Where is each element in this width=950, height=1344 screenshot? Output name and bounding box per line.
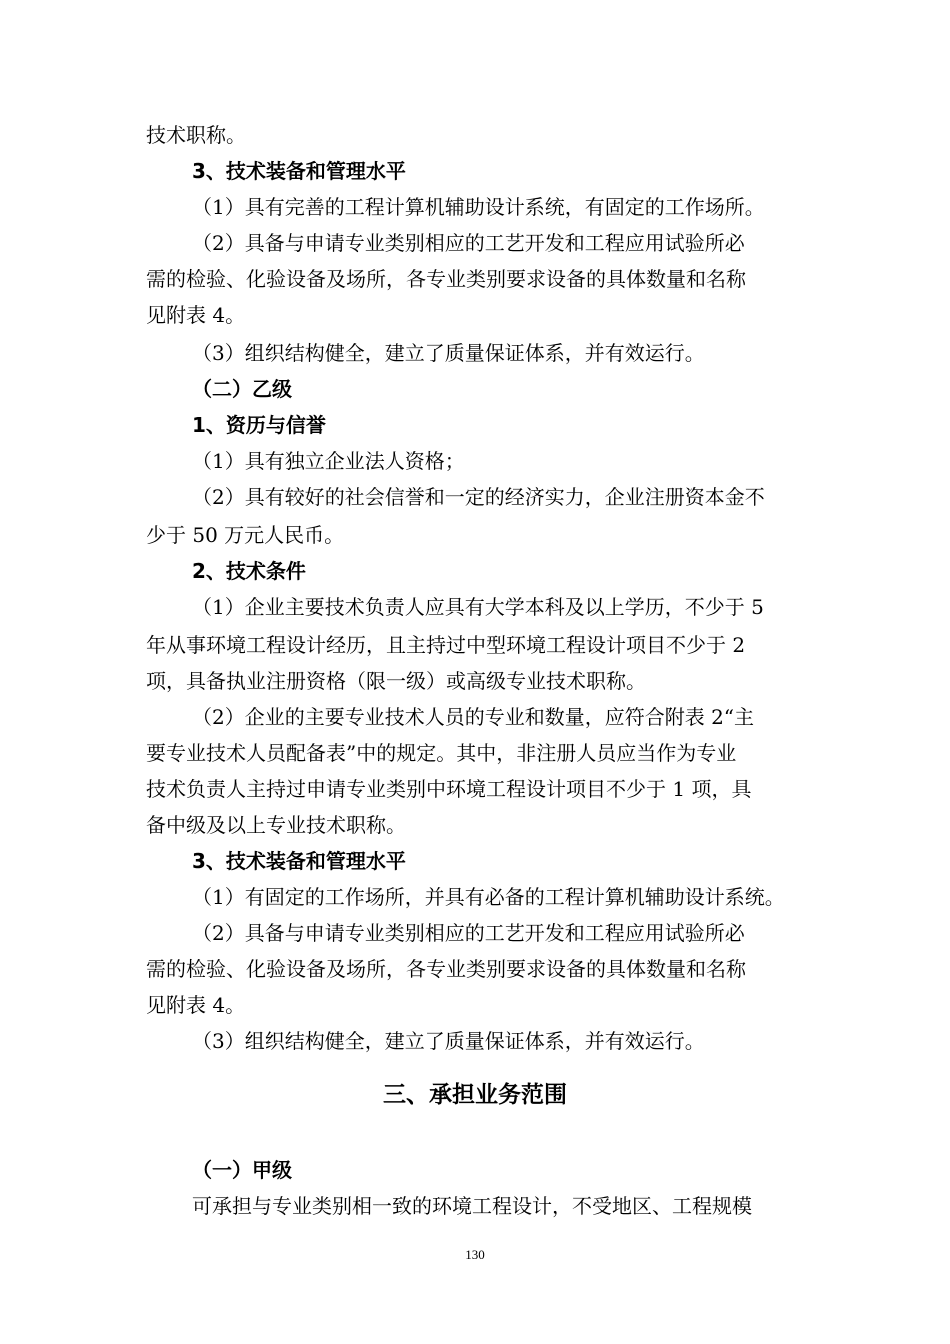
text-line: 少于 50 万元人民币。: [146, 523, 345, 547]
text-line: 项，具备执业注册资格（限一级）或高级专业技术职称。: [146, 669, 646, 693]
text-line: （2）具有较好的社会信誉和一定的经济实力，企业注册资本金不: [192, 485, 765, 509]
text-line: 需的检验、化验设备及场所，各专业类别要求设备的具体数量和名称: [146, 957, 746, 981]
text-line: 要专业技术人员配备表”中的规定。其中，非注册人员应当作为专业: [146, 741, 737, 765]
text-line: 见附表 4。: [146, 993, 246, 1017]
text-line: 备中级及以上专业技术职称。: [146, 813, 406, 837]
grade-heading: （二）乙级: [192, 377, 292, 401]
subsection-heading: 2、技术条件: [192, 559, 306, 583]
text-line: （2）具备与申请专业类别相应的工艺开发和工程应用试验所必: [192, 921, 745, 945]
subsection-heading: 3、技术装备和管理水平: [192, 849, 406, 873]
text-line: 年从事环境工程设计经历，且主持过中型环境工程设计项目不少于 2: [146, 633, 746, 657]
section-heading: 三、承担业务范围: [383, 1082, 567, 1108]
page-number: 130: [465, 1247, 485, 1262]
grade-heading: （一）甲级: [192, 1158, 292, 1182]
text-line: （1）具有完善的工程计算机辅助设计系统，有固定的工作场所。: [192, 195, 765, 219]
text-line: （1）企业主要技术负责人应具有大学本科及以上学历，不少于 5: [192, 595, 764, 619]
text-line: 可承担与专业类别相一致的环境工程设计，不受地区、工程规模: [192, 1194, 752, 1218]
text-line: （1）具有独立企业法人资格；: [192, 449, 465, 473]
text-line: 需的检验、化验设备及场所，各专业类别要求设备的具体数量和名称: [146, 267, 746, 291]
text-line: 技术职称。: [146, 123, 246, 147]
text-line: （2）具备与申请专业类别相应的工艺开发和工程应用试验所必: [192, 231, 745, 255]
subsection-heading: 1、资历与信誉: [192, 413, 326, 437]
text-line: 技术负责人主持过申请专业类别中环境工程设计项目不少于 1 项，具: [146, 777, 752, 801]
text-line: （2）企业的主要专业技术人员的专业和数量，应符合附表 2“主: [192, 705, 755, 729]
subsection-heading: 3、技术装备和管理水平: [192, 159, 406, 183]
text-line: （1）有固定的工作场所，并具有必备的工程计算机辅助设计系统。: [192, 885, 785, 909]
text-line: 见附表 4。: [146, 303, 246, 327]
text-line: （3）组织结构健全，建立了质量保证体系，并有效运行。: [192, 1029, 705, 1053]
text-line: （3）组织结构健全，建立了质量保证体系，并有效运行。: [192, 341, 705, 365]
